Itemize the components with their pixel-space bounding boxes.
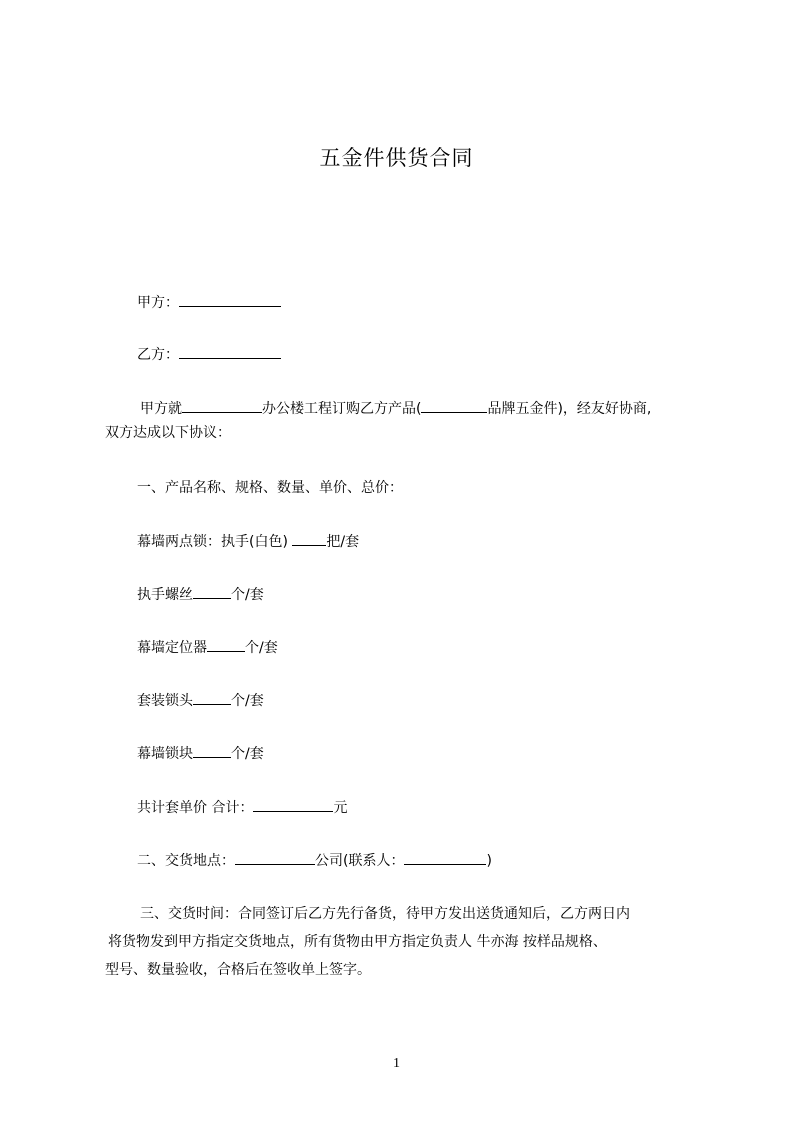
document-title: 五金件供货合同 (319, 146, 474, 170)
item-unit: 个/套 (231, 746, 264, 762)
item-quantity-blank (292, 532, 326, 546)
item-quantity-blank (193, 744, 231, 758)
section-1-heading: 一、产品名称、规格、数量、单价、总价： (137, 480, 403, 496)
item-name: 幕墙两点锁：执手(白色) (137, 534, 293, 550)
item-row (137, 744, 264, 763)
item-quantity-blank (207, 638, 245, 652)
intro-project-blank (182, 399, 262, 413)
total-line (137, 798, 347, 817)
item-row (137, 638, 278, 657)
intro-text-3: 品牌五金件)，经友好协商, (487, 401, 652, 417)
party-a-blank (179, 293, 281, 307)
section-2-company: 公司(联系人： (315, 853, 405, 869)
intro-line-2: 双方达成以下协议： (105, 425, 231, 441)
item-unit: 个/套 (231, 693, 264, 709)
party-b-line (137, 345, 281, 364)
item-unit: 个/套 (231, 587, 264, 603)
party-a-line (137, 293, 281, 312)
total-amount-blank (253, 798, 333, 812)
party-a-label: 甲方： (137, 295, 179, 311)
item-quantity-blank (193, 691, 231, 705)
party-b-blank (179, 345, 281, 359)
contact-person-blank (404, 851, 486, 865)
intro-brand-blank (421, 399, 487, 413)
section-2-close: ) (486, 853, 492, 869)
total-unit: 元 (333, 800, 348, 816)
intro-line-1 (140, 399, 651, 418)
delivery-location-blank (235, 851, 315, 865)
section-2-line (137, 851, 492, 870)
item-name: 幕墙定位器 (137, 640, 207, 656)
intro-text-2: 办公楼工程订购乙方产品( (262, 401, 422, 417)
item-quantity-blank (193, 585, 231, 599)
section-3-line-3: 型号、数量验收，合格后在签收单上签字。 (105, 962, 371, 978)
total-label: 共计套单价 合计： (137, 800, 254, 816)
item-name: 执手螺丝 (137, 587, 193, 603)
page-number: 1 (393, 1056, 400, 1071)
section-3-line-1: 三、交货时间：合同签订后乙方先行备货，待甲方发出送货通知后，乙方两日内 (140, 906, 630, 922)
section-3-line-2: 将货物发到甲方指定交货地点，所有货物由甲方指定负责人 牛亦海 按样品规格、 (108, 934, 607, 950)
item-row (137, 585, 264, 604)
section-2-label: 二、交货地点： (137, 853, 235, 869)
item-name: 套装锁头 (137, 693, 193, 709)
item-unit: 把/套 (326, 534, 360, 550)
item-unit: 个/套 (245, 640, 278, 656)
item-row (137, 691, 264, 710)
party-b-label: 乙方： (137, 347, 179, 363)
item-row (137, 532, 359, 551)
intro-text-1: 甲方就 (140, 401, 182, 417)
item-name: 幕墙锁块 (137, 746, 193, 762)
